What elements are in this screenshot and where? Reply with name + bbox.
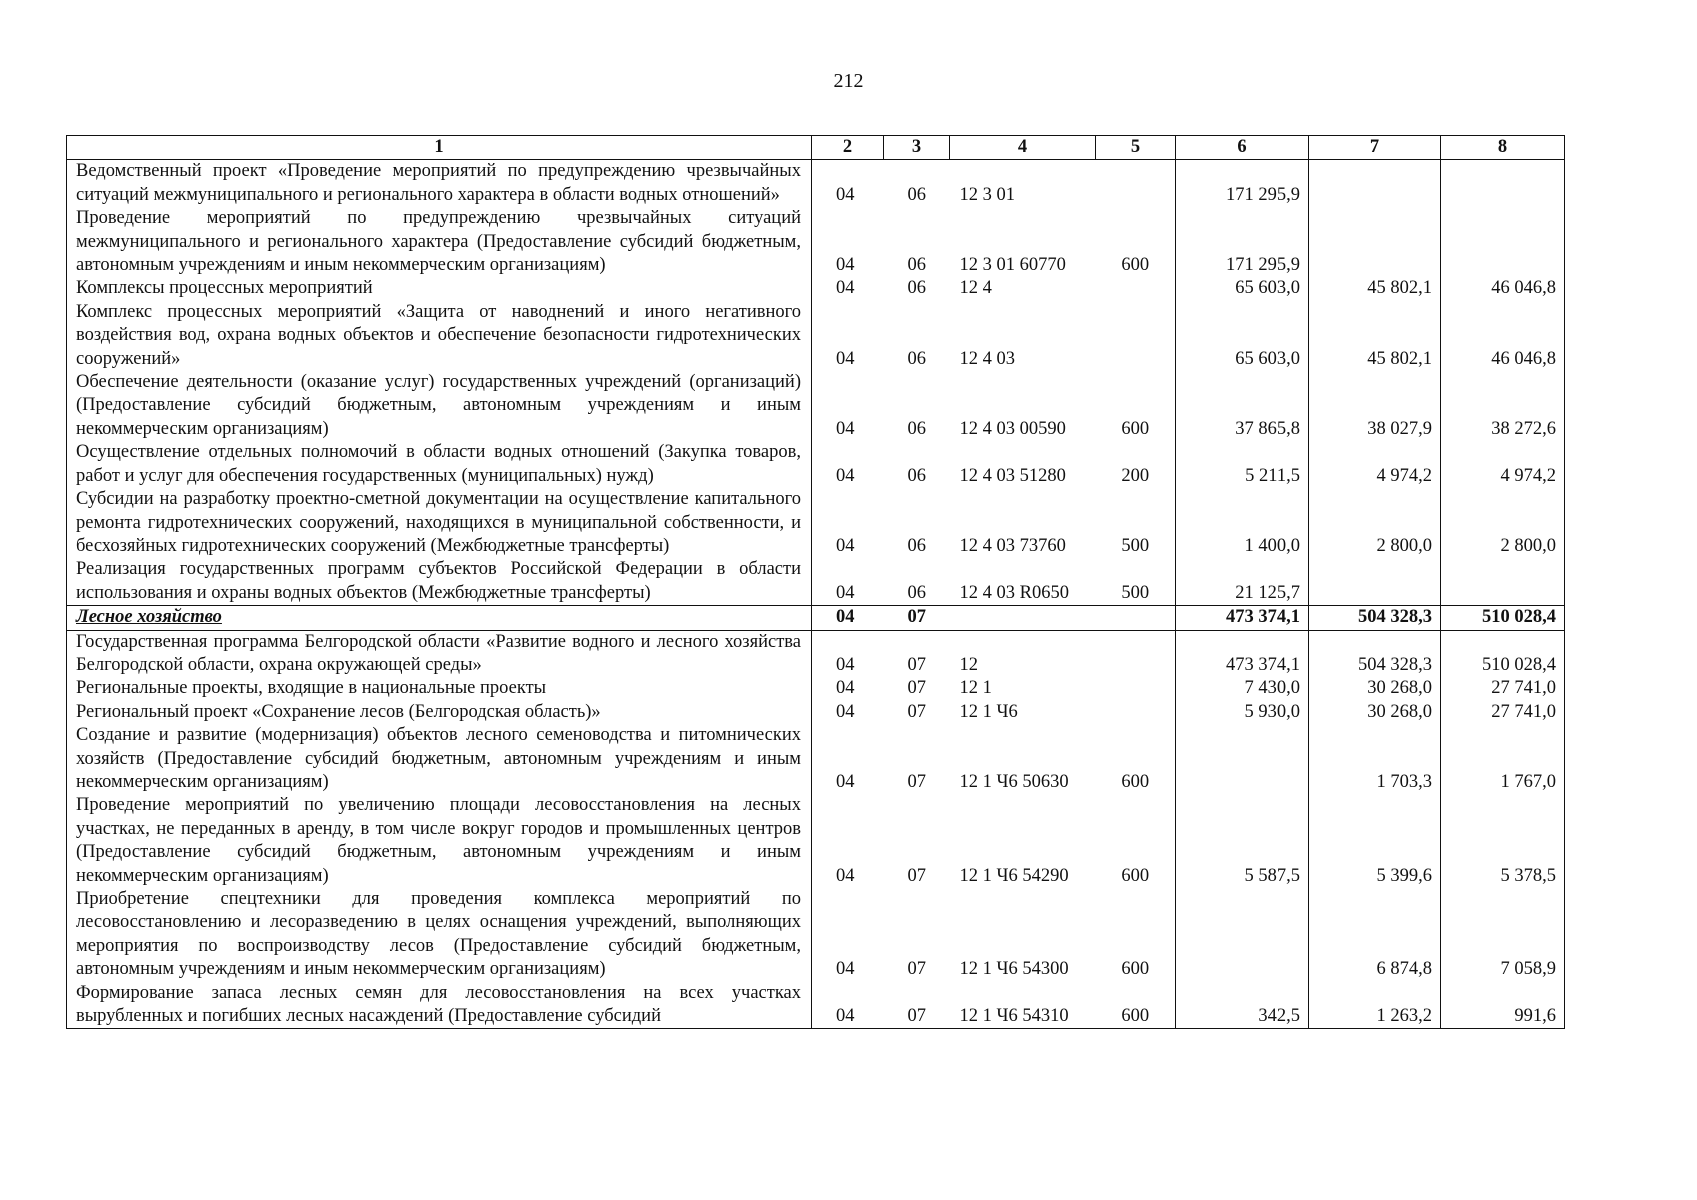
section-code-cell: 04 [812, 606, 884, 630]
row-name-cell: Лесное хозяйство [67, 606, 812, 630]
expense-type-cell: 600 [1096, 724, 1176, 794]
row-name-cell: Создание и развитие (модернизация) объектов лесного семеноводства и питомнических хозяйств (Предоставление субсидий бюджетным, автономным учреждениям и иным некоммерческим организациям) [67, 724, 812, 794]
sum-year2-cell [1309, 160, 1441, 207]
row-name-cell: Комплекс процессных мероприятий «Защита от наводнений и иного негативного воздействия вод, охрана водных объектов и обеспечение безопасности гидротехнических сооружений» [67, 301, 812, 371]
section-code-cell: 04 [812, 701, 884, 724]
section-code-cell: 04 [812, 441, 884, 488]
sum-year2-cell: 30 268,0 [1309, 677, 1441, 700]
sum-year1-cell: 7 430,0 [1176, 677, 1309, 700]
sum-year3-cell: 4 974,2 [1441, 441, 1565, 488]
row-name-cell: Региональный проект «Сохранение лесов (Белгородская область)» [67, 701, 812, 724]
target-article-cell: 12 4 03 51280 [959, 465, 1066, 486]
sum-year3-cell: 510 028,4 [1441, 606, 1565, 630]
subsection-code-cell: 06 [907, 184, 926, 205]
sum-year2-cell: 5 399,6 [1309, 794, 1441, 888]
sum-year1-cell: 5 211,5 [1176, 441, 1309, 488]
sum-year2-cell [1309, 558, 1441, 605]
target-article-cell: 12 4 03 00590 [959, 418, 1066, 439]
subsection-code-cell: 07 [907, 678, 926, 699]
sum-year3-cell: 510 028,4 [1441, 630, 1565, 677]
sum-year1-cell: 342,5 [1176, 982, 1309, 1029]
expense-type-cell: 600 [1096, 982, 1176, 1029]
table-row [67, 441, 1565, 488]
sum-year1-cell: 171 295,9 [1176, 160, 1309, 207]
section-code-cell: 04 [812, 207, 884, 277]
subsection-code-cell: 06 [907, 278, 926, 299]
section-row [67, 606, 1565, 630]
expense-type-cell [1096, 701, 1176, 724]
table-row [67, 888, 1565, 982]
sum-year1-cell: 5 587,5 [1176, 794, 1309, 888]
subsection-code-cell: 07 [907, 771, 926, 792]
subsection-code-cell: 07 [907, 865, 926, 886]
subsection-code-cell: 07 [907, 701, 926, 722]
subsection-code-cell: 06 [907, 418, 926, 439]
header-cell: 6 [1176, 136, 1309, 160]
section-code-cell: 04 [812, 160, 884, 207]
target-article-cell: 12 4 03 R0650 [959, 582, 1069, 603]
subsection-code-cell: 07 [907, 959, 926, 980]
subsection-code-cell: 06 [907, 348, 926, 369]
budget-table [66, 135, 1565, 1029]
sum-year1-cell [1176, 888, 1309, 982]
header-row [67, 136, 1565, 160]
row-name-cell: Государственная программа Белгородской области «Развитие водного и лесного хозяйства Белгородской области, охрана окружающей среды» [67, 630, 812, 677]
subsection-code-cell: 06 [907, 465, 926, 486]
row-name-cell: Комплексы процессных мероприятий [67, 277, 812, 300]
sum-year3-cell: 1 767,0 [1441, 724, 1565, 794]
subsection-code-cell: 06 [907, 535, 926, 556]
sum-year1-cell: 65 603,0 [1176, 301, 1309, 371]
expense-type-cell: 600 [1096, 888, 1176, 982]
table-body [67, 160, 1565, 1029]
section-code-cell: 04 [812, 301, 884, 371]
section-code-cell: 04 [812, 724, 884, 794]
table-row [67, 488, 1565, 558]
header-cell: 1 [67, 136, 812, 160]
sum-year3-cell [1441, 207, 1565, 277]
row-name-cell: Субсидии на разработку проектно-сметной документации на осуществление капитального ремонта гидротехнических сооружений, находящихся в муниципальной собственности, и бесхозяйных гидротехнических сооружений (Межбюджетные трансферты) [67, 488, 812, 558]
sum-year1-cell: 37 865,8 [1176, 371, 1309, 441]
sum-year3-cell: 38 272,6 [1441, 371, 1565, 441]
sum-year2-cell: 1 263,2 [1309, 982, 1441, 1029]
table-row [67, 207, 1565, 277]
header-cell: 2 [812, 136, 884, 160]
table-row [67, 160, 1565, 207]
expense-type-cell [1096, 301, 1176, 371]
expense-type-cell: 600 [1096, 371, 1176, 441]
section-code-cell: 04 [812, 630, 884, 677]
sum-year3-cell: 7 058,9 [1441, 888, 1565, 982]
sum-year3-cell: 27 741,0 [1441, 677, 1565, 700]
section-code-cell: 04 [812, 558, 884, 605]
target-article-cell: 12 1 Ч6 50630 [959, 771, 1069, 792]
sum-year2-cell: 6 874,8 [1309, 888, 1441, 982]
sum-year2-cell: 504 328,3 [1309, 606, 1441, 630]
table-row [67, 371, 1565, 441]
target-article-cell [950, 606, 1096, 630]
sum-year2-cell: 1 703,3 [1309, 724, 1441, 794]
expense-type-cell: 600 [1096, 794, 1176, 888]
sum-year1-cell [1176, 724, 1309, 794]
expense-type-cell [1096, 160, 1176, 207]
row-name-cell: Осуществление отдельных полномочий в области водных отношений (Закупка товаров, работ и услуг для обеспечения государственных (муниципальных) нужд) [67, 441, 812, 488]
table-row [67, 277, 1565, 300]
expense-type-cell: 200 [1096, 441, 1176, 488]
header-cell: 4 [950, 136, 1096, 160]
target-article-cell: 12 1 [959, 678, 992, 699]
sum-year3-cell [1441, 558, 1565, 605]
sum-year3-cell: 5 378,5 [1441, 794, 1565, 888]
sum-year2-cell [1309, 207, 1441, 277]
row-name-cell: Проведение мероприятий по увеличению площади лесовосстановления на лесных участках, не переданных в аренду, в том числе вокруг городов и промышленных центров (Предоставление субсидий бюджетным, автономным учреждениям и иным некоммерческим организациям) [67, 794, 812, 888]
section-code-cell: 04 [812, 794, 884, 888]
expense-type-cell: 500 [1096, 488, 1176, 558]
subsection-code-cell: 07 [907, 654, 926, 675]
table-row [67, 677, 1565, 700]
subsection-code-cell: 06 [907, 255, 926, 276]
section-code-cell: 04 [812, 371, 884, 441]
sum-year3-cell: 2 800,0 [1441, 488, 1565, 558]
section-code-cell: 04 [812, 982, 884, 1029]
expense-type-cell [1096, 630, 1176, 677]
sum-year2-cell: 4 974,2 [1309, 441, 1441, 488]
section-code-cell: 04 [812, 488, 884, 558]
header-cell: 7 [1309, 136, 1441, 160]
sum-year1-cell: 5 930,0 [1176, 701, 1309, 724]
sum-year3-cell [1441, 160, 1565, 207]
subsection-code-cell: 06 [907, 582, 926, 603]
sum-year2-cell: 38 027,9 [1309, 371, 1441, 441]
sum-year1-cell: 171 295,9 [1176, 207, 1309, 277]
subsection-code-cell: 07 [884, 982, 950, 1029]
sum-year2-cell: 45 802,1 [1309, 301, 1441, 371]
expense-type-cell: 500 [1096, 558, 1176, 605]
sum-year2-cell: 30 268,0 [1309, 701, 1441, 724]
target-article-cell: 12 3 01 [959, 184, 1015, 205]
target-article-cell: 12 [959, 654, 978, 675]
table-row [67, 982, 1565, 1029]
table-row [67, 301, 1565, 371]
sum-year1-cell: 21 125,7 [1176, 558, 1309, 605]
target-article-cell: 12 4 03 73760 [959, 535, 1066, 556]
target-article-cell: 12 1 Ч6 54310 [950, 982, 1096, 1029]
table-row [67, 724, 1565, 794]
expense-type-cell [1096, 277, 1176, 300]
section-code-cell: 04 [812, 677, 884, 700]
sum-year2-cell: 45 802,1 [1309, 277, 1441, 300]
target-article-cell: 12 4 03 [959, 348, 1015, 369]
sum-year1-cell: 473 374,1 [1176, 606, 1309, 630]
header-cell: 5 [1096, 136, 1176, 160]
row-name-cell: Региональные проекты, входящие в национальные проекты [67, 677, 812, 700]
row-name-cell: Формирование запаса лесных семян для лесовосстановления на всех участках вырубленных и погибших лесных насаждений (Предоставление субсидий [67, 982, 812, 1029]
row-name-cell: Реализация государственных программ субъектов Российской Федерации в области использования и охраны водных объектов (Межбюджетные трансферты) [67, 558, 812, 605]
sum-year1-cell: 1 400,0 [1176, 488, 1309, 558]
expense-type-cell [1096, 606, 1176, 630]
sum-year3-cell: 46 046,8 [1441, 277, 1565, 300]
row-name-cell: Обеспечение деятельности (оказание услуг) государственных учреждений (организаций) (Предоставление субсидий бюджетным, автономным учреждениям и иным некоммерческим организациям) [67, 371, 812, 441]
target-article-cell: 12 1 Ч6 [959, 701, 1018, 722]
header-cell: 8 [1441, 136, 1565, 160]
sum-year3-cell: 46 046,8 [1441, 301, 1565, 371]
table-row [67, 701, 1565, 724]
expense-type-cell [1096, 677, 1176, 700]
target-article-cell: 12 4 [959, 278, 992, 299]
target-article-cell: 12 3 01 60770 [959, 255, 1066, 276]
section-code-cell: 04 [812, 277, 884, 300]
section-code-cell: 04 [812, 888, 884, 982]
target-article-cell: 12 1 Ч6 54290 [959, 865, 1069, 886]
row-name-cell: Проведение мероприятий по предупреждению чрезвычайных ситуаций межмуниципального и регионального характера (Предоставление субсидий бюджетным, автономным учреждениям и иным некоммерческим организациям) [67, 207, 812, 277]
table-row [67, 630, 1565, 677]
sum-year1-cell: 473 374,1 [1176, 630, 1309, 677]
sum-year3-cell: 991,6 [1441, 982, 1565, 1029]
subsection-code-cell: 07 [884, 606, 950, 630]
table-row [67, 794, 1565, 888]
target-article-cell: 12 1 Ч6 54300 [959, 959, 1069, 980]
sum-year1-cell: 65 603,0 [1176, 277, 1309, 300]
table-row [67, 558, 1565, 605]
header-cell: 3 [884, 136, 950, 160]
sum-year3-cell: 27 741,0 [1441, 701, 1565, 724]
expense-type-cell: 600 [1096, 207, 1176, 277]
sum-year2-cell: 2 800,0 [1309, 488, 1441, 558]
page-number: 212 [833, 70, 864, 92]
sum-year2-cell: 504 328,3 [1309, 630, 1441, 677]
row-name-cell: Ведомственный проект «Проведение мероприятий по предупреждению чрезвычайных ситуаций межмуниципального и регионального характера в области водных отношений» [67, 160, 812, 207]
row-name-cell: Приобретение спецтехники для проведения комплекса мероприятий по лесовосстановлению и лесоразведению в целях оснащения учреждений, выполняющих мероприятия по воспроизводству лесов (Предоставление субсидий бюджетным, автономным учреждениям и иным некоммерческим организациям) [67, 888, 812, 982]
